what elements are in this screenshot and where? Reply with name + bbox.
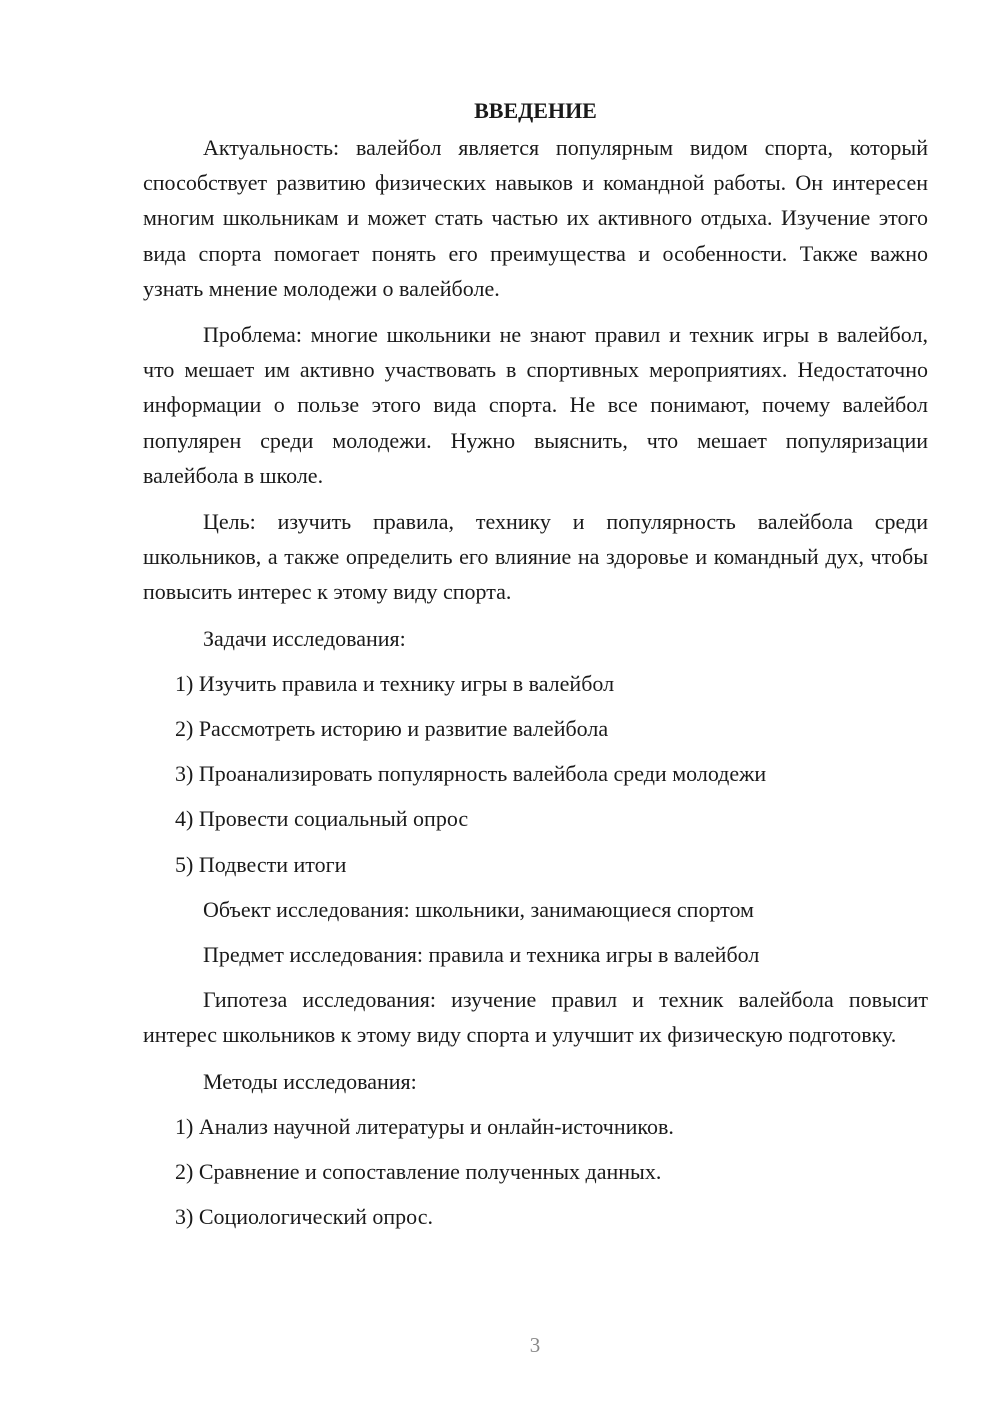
document-page	[143, 96, 928, 1244]
object-paragraph: Объект исследования: школьники, занимающиеся спортом	[203, 896, 754, 922]
page-number: 3	[529, 1333, 541, 1357]
tasks-heading: Задачи исследования:	[203, 625, 406, 651]
task-item: 3) Проанализировать популярность валейбола среди молодежи	[175, 761, 767, 787]
relevance-paragraph: Актуальность: валейбол является популярным видом спорта, который способствует развитию физических навыков и командной работы. Он интересен многим школьникам и может стать частью их активного отдыха. Изучение этого вида спорта помогает понять его преимущества и особенности. Также важно узнать мнение молодежи о валейболе.	[143, 135, 928, 301]
problem-paragraph: Проблема: многие школьники не знают правил и техник игры в валейбол, что мешает им активно участвовать в спортивных мероприятиях. Недостаточно информации о пользе этого вида спорта. Не все понимают, почему валейбол популярен среди молодежи. Нужно выяснить, что мешает популяризации валейбола в школе.	[143, 322, 928, 488]
task-item: 1) Изучить правила и технику игры в валейбол	[175, 670, 615, 696]
task-item: 5) Подвести итоги	[175, 851, 347, 877]
method-item: 3) Социологический опрос.	[175, 1204, 433, 1230]
method-item: 1) Анализ научной литературы и онлайн-источников.	[175, 1113, 674, 1139]
methods-heading: Методы исследования:	[203, 1068, 417, 1094]
subject-paragraph: Предмет исследования: правила и техника игры в валейбол	[203, 942, 760, 968]
hypothesis-paragraph: Гипотеза исследования: изучение правил и техник валейбола повысит интерес школьников к этому виду спорта и улучшит их физическую подготовку.	[143, 987, 928, 1048]
goal-paragraph: Цель: изучить правила, технику и популярность валейбола среди школьников, а также определить его влияние на здоровье и командный дух, чтобы повысить интерес к этому виду спорта.	[143, 509, 928, 605]
method-item: 2) Сравнение и сопоставление полученных данных.	[175, 1159, 662, 1185]
task-item: 4) Провести социальный опрос	[175, 806, 469, 832]
task-item: 2) Рассмотреть историю и развитие валейбола	[175, 716, 609, 742]
page-title: ВВЕДЕНИЕ	[474, 98, 597, 123]
